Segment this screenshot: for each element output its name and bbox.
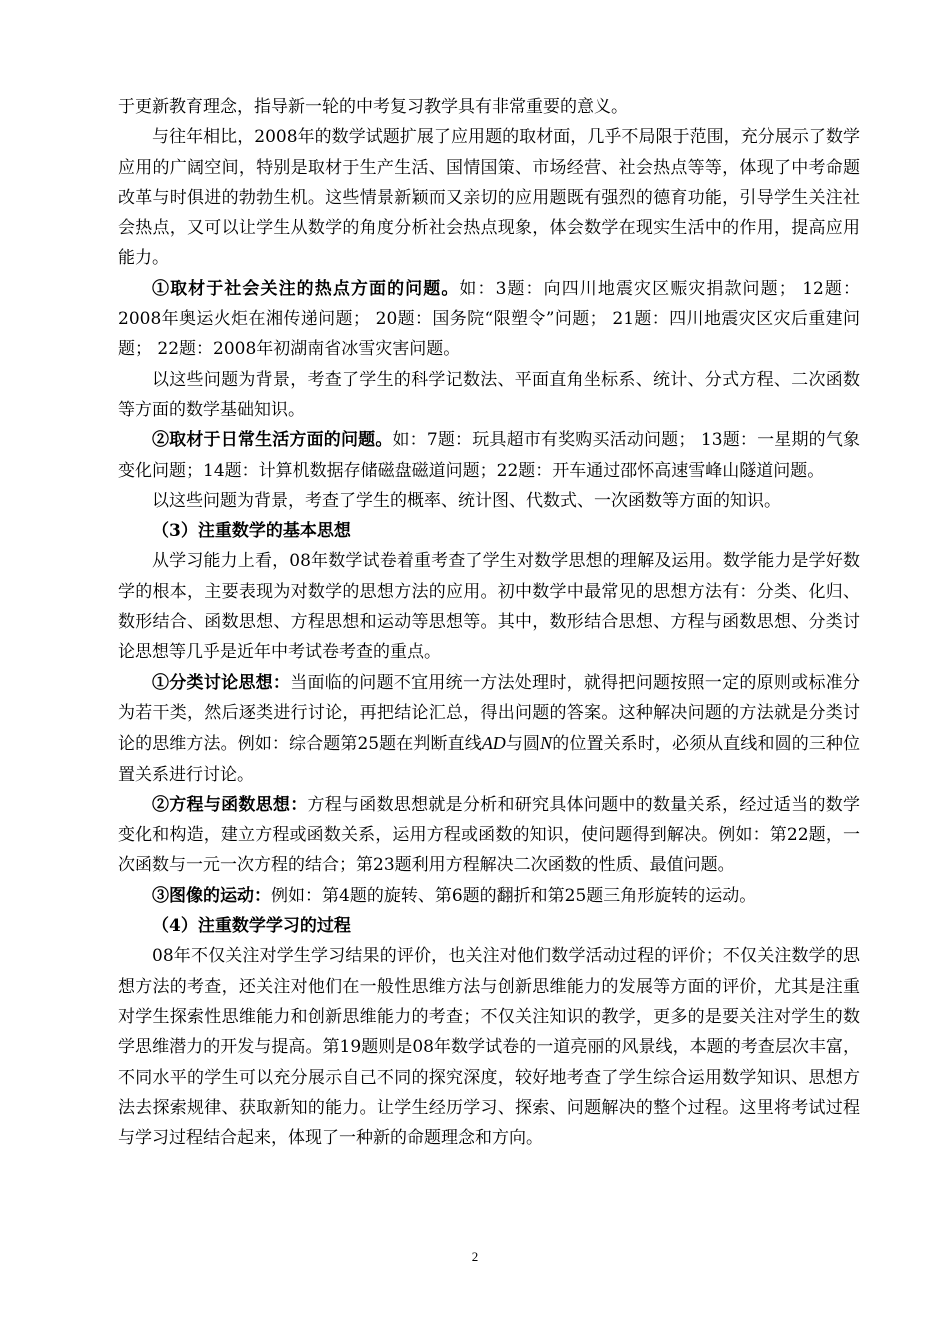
paragraph-daily-life [118, 425, 860, 486]
section-heading-3: （3）注重数学的基本思想 [152, 521, 351, 542]
item-text-hot-topics: 如：3题：向四川地震灾区赈灾捐款问题； 12题：2008年奥运火炬在湘传递问题； 20题：国务院“限塑令”问题； 21题：四川地震灾区灾后重建问题； 22题：2008年初湖南省冰雪灾害问题。 [118, 278, 860, 360]
page-body [118, 92, 860, 1153]
paragraph-learning-process: 08年不仅关注对学生学习结果的评价，也关注对他们数学活动过程的评价；不仅关注数学的思想方法的考查，还关注对他们在一般性思维方法与创新思维能力的发展等方面的评价，尤其是注重对学生探索性思维能力和创新思维能力的考查；不仅关注知识的教学，更多的是要关注对学生的数学思维潜力的开发与提高。第19题则是08年数学试卷的一道亮丽的风景线，本题的考查层次丰富，不同水平的学生可以充分展示自己不同的探究深度，较好地考查了学生综合运用数学知识、思想方法去探索规律、获取新知的能力。让学生经历学习、探索、问题解决的整个过程。这里将考试过程与学习过程结合起来，体现了一种新的命题理念和方向。 [118, 946, 860, 1149]
item-heading-daily-life: ②取材于日常生活方面的问题。 [152, 430, 393, 451]
paragraph-daily-life-summary: 以这些问题为背景，考查了学生的概率、统计图、代数式、一次函数等方面的知识。 [152, 490, 781, 511]
paragraph-hot-topics-summary: 以这些问题为背景，考查了学生的科学记数法、平面直角坐标系、统计、分式方程、二次函数等方面的数学基础知识。 [118, 369, 860, 420]
page-number: 2 [471, 1249, 479, 1264]
math-symbol-n: N [540, 733, 553, 754]
item-text-image-motion: 例如：第4题的旋转、第6题的翻折和第25题三角形旋转的运动。 [271, 885, 757, 906]
item-text-classification-b: 与圆 [505, 734, 541, 755]
item-text-daily-life: 如：7题：玩具超市有奖购买活动问题； 13题：一星期的气象变化问题；14题：计算机数据存储磁盘磁道问题；22题：开车通过邵怀高速雪峰山隧道问题。 [118, 430, 860, 481]
item-heading-image-motion: ③图像的运动： [152, 885, 271, 906]
item-heading-classification: ①分类讨论思想： [152, 672, 291, 693]
paragraph-applications-intro: 与往年相比，2008年的数学试题扩展了应用题的取材面，几乎不局限于范围，充分展示了数学应用的广阔空间，特别是取材于生产生活、国情国策、市场经营、社会热点等等，体现了中考命题改革与时俱进的勃勃生机。这些情景新颖而又亲切的应用题既有强烈的德育功能，引导学生关注社会热点，又可以让学生从数学的角度分析社会热点现象，体会数学在现实生活中的作用，提高应用能力。 [118, 127, 860, 269]
item-heading-equation-function: ②方程与函数思想： [152, 794, 308, 815]
item-text-classification-c: 的位置关系时，必须从直线和圆的三种位置关系进行讨论。 [118, 734, 861, 785]
paragraph-hot-topics [118, 274, 860, 365]
paragraph-image-motion [118, 881, 860, 911]
paragraph-equation-function [118, 790, 860, 881]
item-text-classification-a: 当面临的问题不宜用统一方法处理时，就得把问题按照一定的原则或标准分为若干类，然后逐类进行讨论，再把结论汇总，得出问题的答案。这种解决问题的方法就是分类讨论的思维方法。例如：综合题第25题在判断直线 [118, 672, 861, 755]
paragraph-continuation: 于更新教育理念，指导新一轮的中考复习教学具有非常重要的意义。 [118, 97, 628, 117]
section-heading-4: （4）注重数学学习的过程 [152, 916, 351, 937]
paragraph-classification [118, 668, 860, 790]
math-symbol-ad: AD [481, 733, 506, 754]
item-heading-hot-topics: ①取材于社会关注的热点方面的问题。 [152, 278, 460, 299]
item-text-equation-function: 方程与函数思想就是分析和研究具体问题中的数量关系，经过适当的数学变化和构造，建立方程或函数关系，运用方程或函数的知识，使问题得到解决。例如：第22题，一次函数与一元一次方程的结合；第23题利用方程解决二次函数的性质、最值问题。 [118, 794, 861, 876]
paragraph-math-thinking: 从学习能力上看，08年数学试卷着重考查了学生对数学思想的理解及运用。数学能力是学好数学的根本，主要表现为对数学的思想方法的应用。初中数学中最常见的思想方法有：分类、化归、数形结合、函数思想、方程思想和运动等思想等。其中，数形结合思想、方程与函数思想、分类讨论思想等几乎是近年中考试卷考查的重点。 [118, 551, 860, 663]
